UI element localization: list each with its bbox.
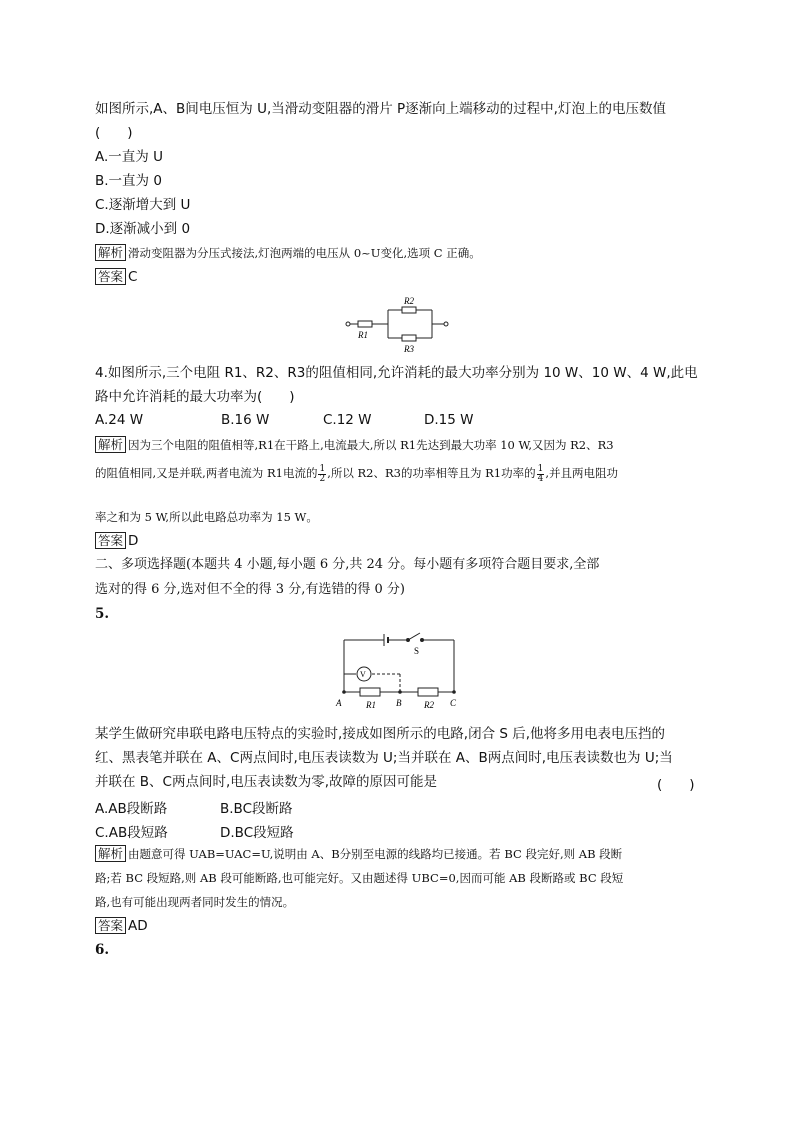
q5-analysis-text1: 由题意可得 UAB=UAC=U,说明由 A、B分别至电源的线路均已接通。若 BC 段完好,则 AB 段断: [128, 847, 623, 861]
q5-stem-line2: 红、黑表笔并联在 A、C两点间时,电压表读数为 U;当并联在 A、B两点间时,电压表读数也为 U;当: [95, 750, 673, 766]
node-a-dot: [342, 690, 346, 694]
q5-answer: [95, 917, 148, 935]
q4-analysis-line3: 率之和为 5 W,所以此电路总功率为 15 W。: [95, 510, 318, 524]
label-c: C: [450, 698, 457, 708]
analysis-tag: 解析: [95, 845, 126, 862]
label-b: B: [396, 698, 402, 708]
q3-option-b: B.一直为 0: [95, 173, 162, 189]
q4-stem-line2: 路中允许消耗的最大功率为( ): [95, 389, 295, 405]
q5-circuit-diagram: [334, 628, 464, 712]
q4-circuit-diagram: [340, 294, 452, 356]
label-v: V: [360, 670, 366, 679]
label-r3: R3: [404, 344, 414, 354]
frac-den: 4: [537, 473, 544, 484]
fraction-quarter: [537, 465, 545, 484]
q5-stem-line3: 并联在 B、C两点间时,电压表读数为零,故障的原因可能是: [95, 774, 438, 790]
q4-option-d: D.15 W: [424, 412, 474, 428]
section2-heading-line2: 选对的得 6 分,选对但不全的得 3 分,有选错的得 0 分): [95, 582, 405, 597]
frac-den: 2: [319, 473, 326, 484]
q5-number: 5.: [95, 606, 110, 622]
q5-analysis-line1: [95, 845, 622, 863]
q4-analysis-line1: [95, 436, 614, 454]
answer-tag: 答案: [95, 917, 126, 934]
answer-tag: 答案: [95, 532, 126, 549]
node-c-dot: [452, 690, 456, 694]
q4-analysis-line2: [95, 464, 618, 484]
frac-num: 1: [537, 463, 544, 474]
q6-number: 6.: [95, 942, 110, 958]
analysis-tag: 解析: [95, 436, 126, 453]
q3-option-d: D.逐渐减小到 0: [95, 221, 191, 237]
q5-option-d: D.BC段短路: [220, 825, 294, 841]
label-r2: R2: [424, 700, 434, 710]
q3-answer: [95, 268, 137, 286]
label-s: S: [414, 646, 420, 656]
label-r1: R1: [358, 330, 368, 340]
q3-paren: ( ): [95, 125, 133, 141]
q3-option-a: A.一直为 U: [95, 149, 163, 165]
q4-analysis-text2b: ,所以 R2、R3的功率相等且为 R1功率的: [327, 466, 536, 480]
label-r1: R1: [366, 700, 376, 710]
fraction-half: [318, 465, 326, 484]
q4-option-a: A.24 W: [95, 412, 144, 428]
q5-analysis-line2: 路;若 BC 段短路,则 AB 段可能断路,也可能完好。又由题述得 UBC=0,因而可能 AB 段断路或 BC 段短: [95, 871, 624, 885]
q4-option-c: C.12 W: [323, 412, 372, 428]
node-b-dot: [398, 690, 402, 694]
q4-analysis-text2a: 的阻值相同,又是并联,两者电流为 R1电流的: [95, 466, 318, 480]
frac-num: 1: [319, 463, 326, 474]
q4-answer: [95, 532, 138, 550]
q5-answer-value: AD: [128, 918, 148, 934]
q4-analysis-text1: 因为三个电阻的阻值相等,R1在干路上,电流最大,所以 R1先达到最大功率 10 W,又因为 R2、R3: [128, 438, 614, 452]
q3-stem: 如图所示,A、B间电压恒为 U,当滑动变阻器的滑片 P逐渐向上端移动的过程中,灯泡上的电压数值: [95, 101, 666, 117]
label-r2: R2: [404, 296, 414, 306]
q5-paren: ( ): [657, 777, 695, 793]
q5-option-a: A.AB段断路: [95, 801, 168, 817]
q3-analysis-text: 滑动变阻器为分压式接法,灯泡两端的电压从 0~U变化,选项 C 正确。: [128, 246, 481, 260]
section2-heading-line1: 二、多项选择题(本题共 4 小题,每小题 6 分,共 24 分。每小题有多项符合题目要求,全部: [95, 557, 600, 572]
q3-analysis: [95, 244, 481, 262]
analysis-tag: 解析: [95, 244, 126, 261]
q5-analysis-line3: 路,也有可能出现两者同时发生的情况。: [95, 895, 295, 909]
q5-stem-line1: 某学生做研究串联电路电压特点的实验时,接成如图所示的电路,闭合 S 后,他将多用电表电压挡的: [95, 726, 666, 742]
q4-stem-line1: 4.如图所示,三个电阻 R1、R2、R3的阻值相同,允许消耗的最大功率分别为 10 W、10 W、4 W,此电: [95, 365, 698, 381]
q5-option-c: C.AB段短路: [95, 825, 168, 841]
q4-option-b: B.16 W: [221, 412, 270, 428]
q4-analysis-text2c: ,并且两电阻功: [545, 466, 618, 480]
q5-option-b: B.BC段断路: [220, 801, 293, 817]
label-a: A: [336, 698, 342, 708]
answer-tag: 答案: [95, 268, 126, 285]
q3-option-c: C.逐渐增大到 U: [95, 197, 191, 213]
q3-answer-value: C: [128, 269, 138, 285]
q4-answer-value: D: [128, 533, 139, 549]
